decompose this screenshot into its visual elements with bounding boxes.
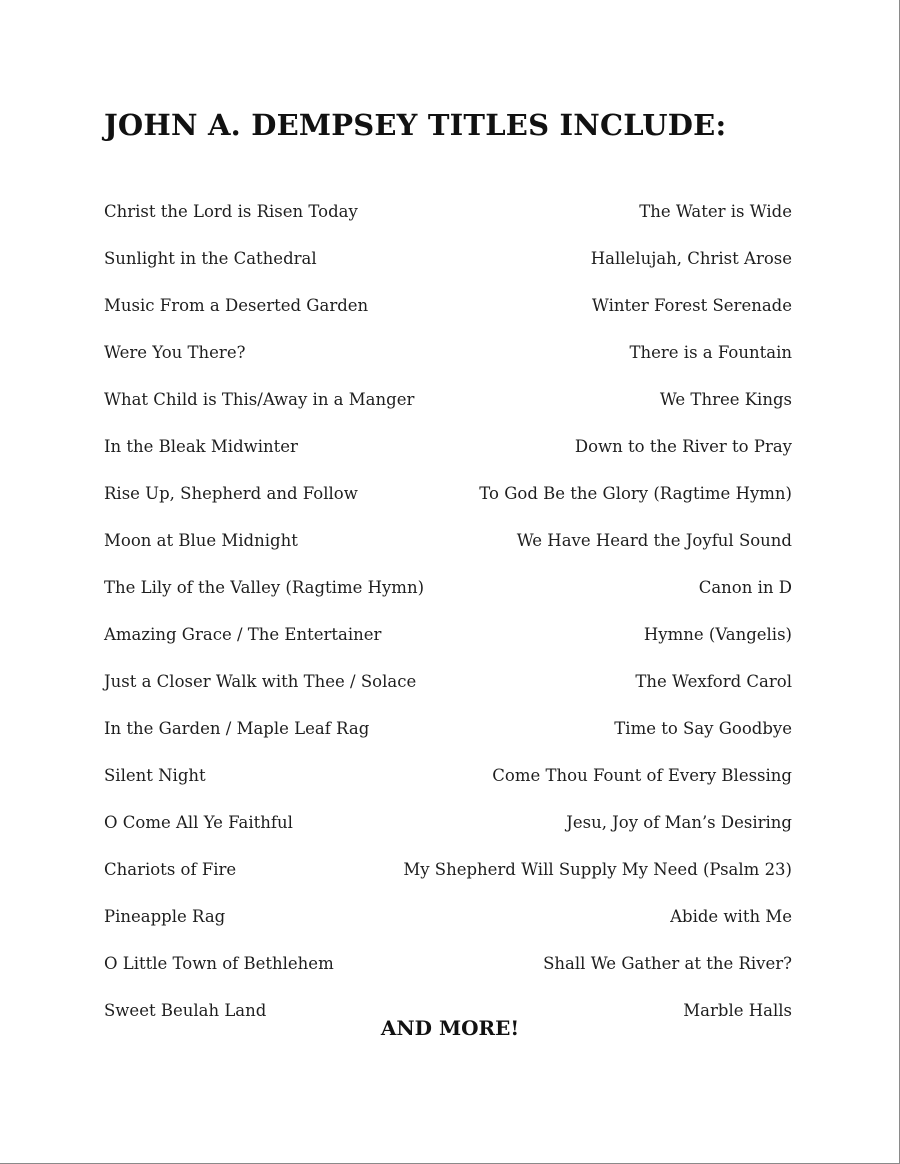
title-right: We Have Heard the Joyful Sound [516,531,792,550]
title-left: Music From a Deserted Garden [104,296,369,315]
title-left: O Come All Ye Faithful [104,813,293,832]
title-right: The Water is Wide [639,202,792,221]
title-left: Sweet Beulah Land [104,1001,267,1020]
title-left: O Little Town of Bethlehem [104,954,334,973]
title-row [104,611,792,658]
title-row [104,282,792,329]
title-right: My Shepherd Will Supply My Need (Psalm 23) [403,860,792,879]
title-row [104,564,792,611]
title-right: There is a Fountain [629,343,792,362]
title-row [104,470,792,517]
title-left: Just a Closer Walk with Thee / Solace [104,672,417,691]
title-row [104,752,792,799]
title-right: The Wexford Carol [635,672,792,691]
and-more-footer: AND MORE! [380,1016,520,1040]
title-left: Pineapple Rag [104,907,226,926]
title-row [104,376,792,423]
title-row [104,658,792,705]
title-right: Down to the River to Pray [574,437,792,456]
page-heading: JOHN A. DEMPSEY TITLES INCLUDE: [104,108,727,142]
title-left: Chariots of Fire [104,860,237,879]
title-left: Sunlight in the Cathedral [104,249,317,268]
title-row [104,517,792,564]
title-right: To God Be the Glory (Ragtime Hymn) [479,484,792,503]
title-row [104,705,792,752]
title-left: Rise Up, Shepherd and Follow [104,484,358,503]
title-right: Canon in D [698,578,792,597]
titles-list [104,188,792,1034]
title-left: In the Garden / Maple Leaf Rag [104,719,370,738]
title-right: Hymne (Vangelis) [643,625,792,644]
title-row [104,940,792,987]
title-left: What Child is This/Away in a Manger [104,390,415,409]
title-left: In the Bleak Midwinter [104,437,298,456]
title-right: Hallelujah, Christ Arose [590,249,792,268]
title-row [104,235,792,282]
title-left: The Lily of the Valley (Ragtime Hymn) [104,578,425,597]
title-row [104,799,792,846]
title-left: Amazing Grace / The Entertainer [104,625,382,644]
title-right: Come Thou Fount of Every Blessing [492,766,792,785]
title-row [104,893,792,940]
title-right: We Three Kings [659,390,792,409]
title-right: Shall We Gather at the River? [543,954,792,973]
title-right: Abide with Me [670,907,792,926]
title-left: Moon at Blue Midnight [104,531,298,550]
title-row [104,846,792,893]
title-row [104,329,792,376]
title-right: Winter Forest Serenade [591,296,792,315]
title-right: Marble Halls [683,1001,792,1020]
title-left: Were You There? [104,343,246,362]
title-left: Silent Night [104,766,206,785]
title-row [104,188,792,235]
title-right: Time to Say Goodbye [614,719,792,738]
title-left: Christ the Lord is Risen Today [104,202,358,221]
title-right: Jesu, Joy of Man’s Desiring [566,813,792,832]
title-row [104,423,792,470]
